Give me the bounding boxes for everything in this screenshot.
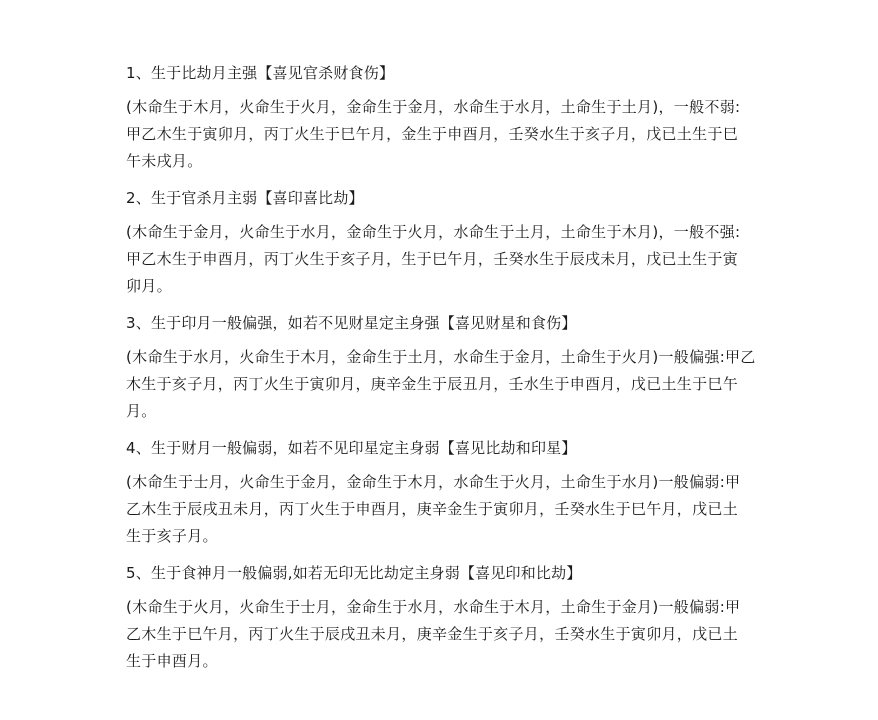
section-heading: 1、生于比劫月主强【喜见官杀财食伤】 [126,64,395,82]
section-1 [126,62,776,175]
section-body: (木命生于火月，火命生于士月，金命生于水月，水命生于木月，土命生于金月)一般偏弱:甲 乙木生于巳午月，丙丁火生于辰戌丑未月，庚辛金生于亥子月，壬癸水生于寅卯月，戊已土 生于申酉月。 [126,598,741,670]
section-2 [126,187,776,300]
section-heading: 5、生于食神月一般偏弱,如若无印无比劫定主身弱【喜见印和比劫】 [126,564,582,582]
section-heading: 4、生于财月一般偏弱，如若不见印星定主身弱【喜见比劫和印星】 [126,439,577,457]
section-4 [126,437,776,550]
section-body: (木命生于木月，火命生于火月，金命生于金月，水命生于水月，土命生于土月)，一般不弱: 甲乙木生于寅卯月，丙丁火生于巳午月，金生于申酉月，壬癸水生于亥子月，戊已土生于巳 午未戌月。 [126,98,741,170]
section-body: (木命生于水月，火命生于木月，金命生于土月，水命生于金月，土命生于火月)一般偏强:甲乙 木生于亥子月，丙丁火生于寅卯月，庚辛金生于辰丑月，壬水生于申酉月，戊已土生于巳午 月。 [126,348,756,420]
section-5 [126,562,776,675]
section-3 [126,312,776,425]
document-content [126,62,776,687]
section-heading: 2、生于官杀月主弱【喜印喜比劫】 [126,189,364,207]
section-body: (木命生于士月，火命生于金月，金命生于木月，水命生于火月，土命生于水月)一般偏弱:甲 乙木生于辰戌丑未月，丙丁火生于申酉月，庚辛金生于寅卯月，壬癸水生于巳午月，戊已土 生于亥子月。 [126,473,741,545]
section-body: (木命生于金月，火命生于水月，金命生于火月，水命生于土月，土命生于木月)，一般不强: 甲乙木生于申酉月，丙丁火生于亥子月，生于巳午月，壬癸水生于辰戌未月，戊已土生于寅 卯月。 [126,223,741,295]
section-heading: 3、生于印月一般偏强，如若不见财星定主身强【喜见财星和食伤】 [126,314,577,332]
